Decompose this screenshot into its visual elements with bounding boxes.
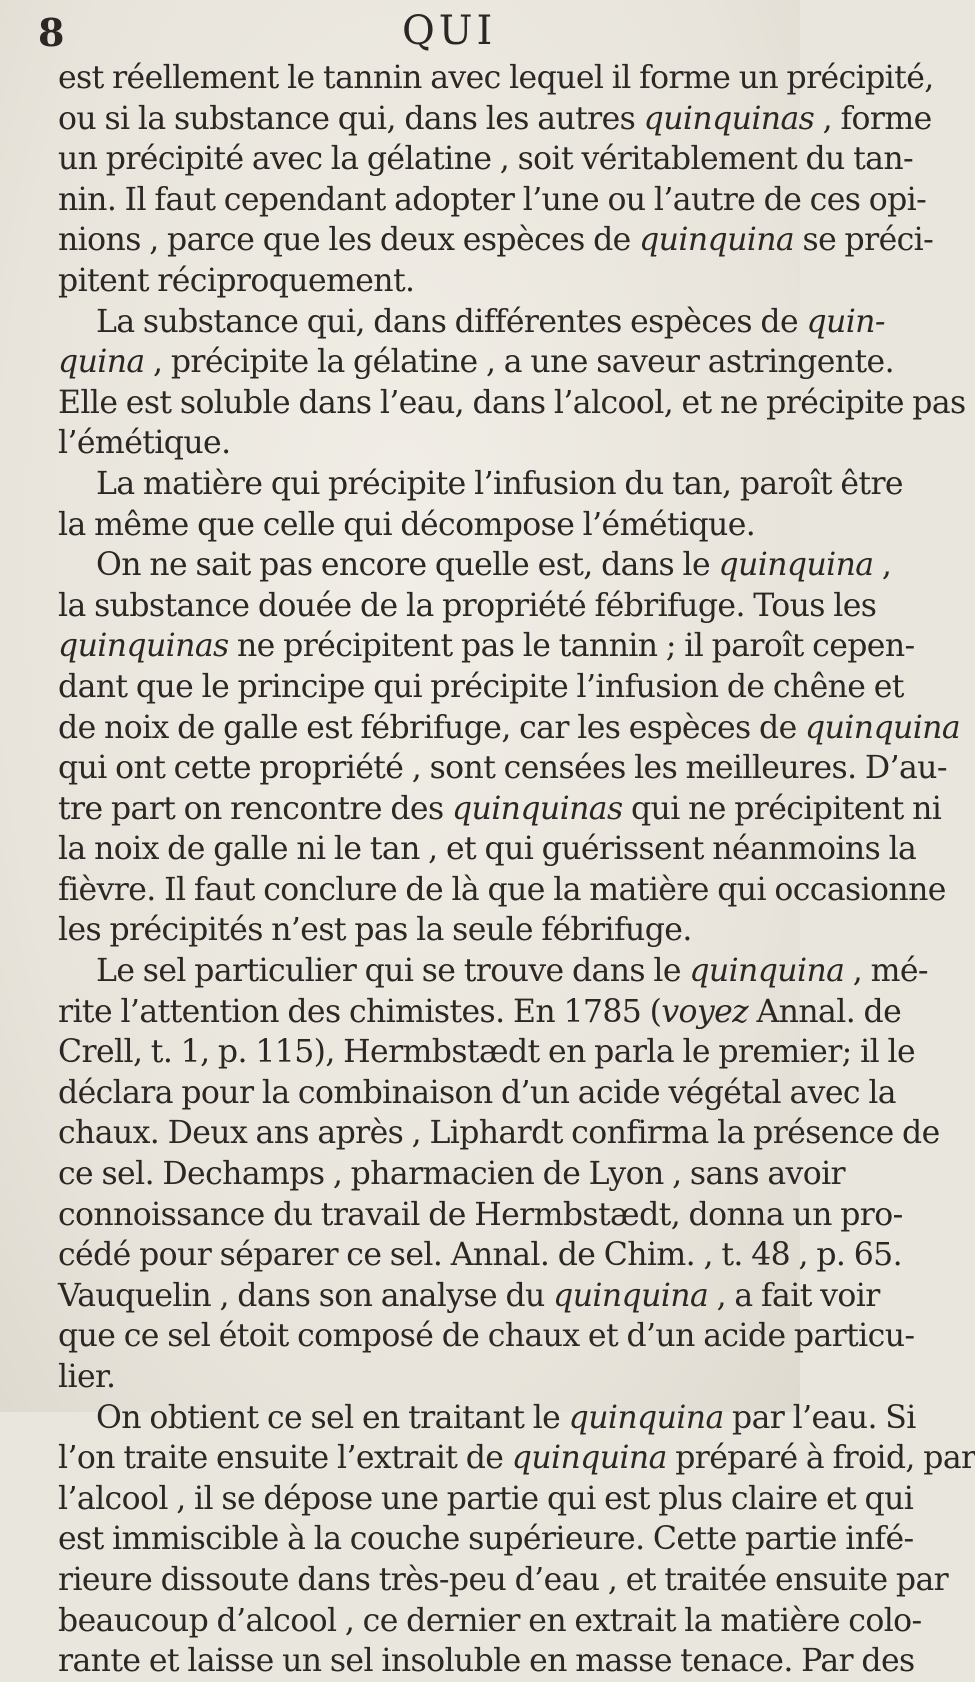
text-line: la substance douée de la propriété fébrifuge. Tous les xyxy=(58,587,877,624)
text-line: la même que celle qui décompose l’émétique. xyxy=(58,506,756,543)
text-line: La matière qui précipite l’infusion du tan, paroît être xyxy=(96,465,903,502)
text-line: nin. Il faut cependant adopter l’une ou l’autre de ces opi- xyxy=(58,181,927,218)
text-line: est immiscible à la couche supérieure. Cette partie infé- xyxy=(58,1521,914,1558)
running-head xyxy=(30,4,770,64)
text-line: pitent réciproquement. xyxy=(58,262,415,299)
text-line: beaucoup d’alcool , ce dernier en extrait la matière colo- xyxy=(58,1602,922,1639)
text-line: Elle est soluble dans l’eau, dans l’alcool, et ne précipite pas xyxy=(58,384,966,421)
text-line: rante et laisse un sel insoluble en masse tenace. Par des xyxy=(58,1643,915,1680)
text-line: connoissance du travail de Hermbstædt, donna un pro- xyxy=(58,1196,903,1233)
text-line: que ce sel étoit composé de chaux et d’un acide particu- xyxy=(58,1318,915,1355)
text-line: ce sel. Dechamps , pharmacien de Lyon , sans avoir xyxy=(58,1156,845,1193)
text-line: les précipités n’est pas la seule fébrifuge. xyxy=(58,912,692,949)
text-line: lier. xyxy=(58,1359,116,1395)
text-line: quina , précipite la gélatine , a une saveur astringente. xyxy=(58,344,894,381)
text-line: On ne sait pas encore quelle est, dans le quinquina , xyxy=(96,547,892,584)
text-line: l’alcool , il se dépose une partie qui est plus claire et qui xyxy=(58,1480,914,1517)
text-line: l’émétique. xyxy=(58,425,231,462)
text-line: fièvre. Il faut conclure de là que la matière qui occasionne xyxy=(58,871,946,908)
text-line: La substance qui, dans différentes espèces de quin- xyxy=(96,303,885,340)
text-line: nions , parce que les deux espèces de quinquina se préci- xyxy=(58,222,934,259)
text-line: l’on traite ensuite l’extrait de quinquina préparé à froid, par xyxy=(58,1440,975,1477)
running-title: QUI xyxy=(402,8,497,54)
text-line: On obtient ce sel en traitant le quinquina par l’eau. Si xyxy=(96,1399,916,1436)
text-line: ou si la substance qui, dans les autres quinquinas , forme xyxy=(58,100,932,137)
text-line: Le sel particulier qui se trouve dans le quinquina , mé- xyxy=(96,953,928,990)
text-line: Crell, t. 1, p. 115), Hermbstædt en parla le premier; il le xyxy=(58,1034,915,1071)
text-line: un précipité avec la gélatine , soit véritablement du tan- xyxy=(58,141,914,178)
text-line: la noix de galle ni le tan , et qui guérissent néanmoins la xyxy=(58,831,917,868)
text-line: dant que le principe qui précipite l’infusion de chêne et xyxy=(58,668,904,705)
text-line: qui ont cette propriété , sont censées les meilleures. D’au- xyxy=(58,750,947,787)
text-line: de noix de galle est fébrifuge, car les espèces de quinquina xyxy=(58,709,961,746)
text-line: chaux. Deux ans après , Liphardt confirma la présence de xyxy=(58,1115,940,1152)
text-line: rieure dissoute dans très-peu d’eau , et traitée ensuite par xyxy=(58,1561,949,1598)
text-line: Vauquelin , dans son analyse du quinquina , a fait voir xyxy=(58,1277,880,1314)
text-line: déclara pour la combinaison d’un acide végétal avec la xyxy=(58,1074,896,1111)
text-line: est réellement le tannin avec lequel il forme un précipité, xyxy=(58,60,934,96)
text-line: cédé pour séparer ce sel. Annal. de Chim. , t. 48 , p. 65. xyxy=(58,1237,903,1274)
body-text xyxy=(58,58,975,1682)
text-line: rite l’attention des chimistes. En 1785 (voyez Annal. de xyxy=(58,993,902,1030)
text-line: tre part on rencontre des quinquinas qui ne précipitent ni xyxy=(58,790,942,827)
text-line: quinquinas ne précipitent pas le tannin ; il paroît cepen- xyxy=(58,628,915,665)
page-number: 8 xyxy=(38,10,65,55)
